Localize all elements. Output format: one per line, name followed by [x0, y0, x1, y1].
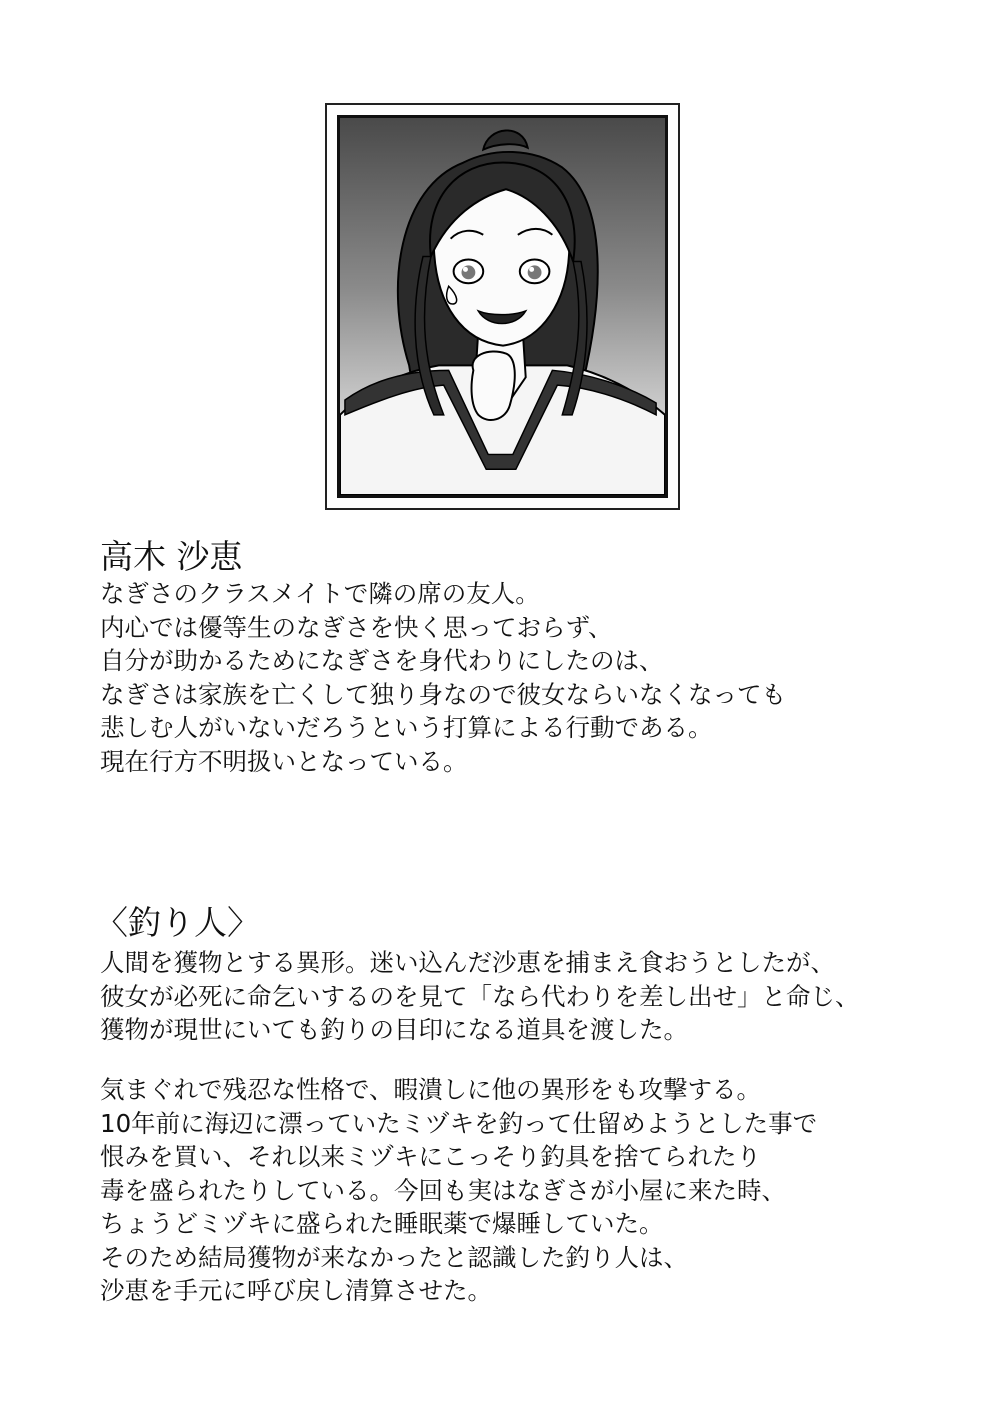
- paragraph-line: ちょうどミヅキに盛られた睡眠薬で爆睡していた。: [100, 1209, 664, 1238]
- description-line: 内心では優等生のなぎさを快く思っておらず、: [100, 612, 613, 642]
- paragraph-line: 恨みを買い、それ以来ミヅキにこっそり釣具を捨てられたり: [100, 1142, 762, 1171]
- description-line: 悲しむ人がいないだろうという打算による行動である。: [100, 713, 713, 742]
- description-line: なぎさは家族を亡くして独り身なので彼女ならいなくなっても: [100, 679, 786, 709]
- section-title-fisherman: 〈釣り人〉: [95, 903, 260, 942]
- character-portrait-frame: [325, 103, 680, 510]
- character-portrait: [337, 115, 668, 498]
- paragraph-line: そのため結局獲物が来なかったと認識した釣り人は、: [100, 1242, 688, 1272]
- paragraph-line: 彼女が必死に命乞いするのを見て「なら代わりを差し出せ」と命じ、: [100, 981, 860, 1011]
- paragraph-line: 毒を盛られたりしている。今回も実はなぎさが小屋に来た時、: [100, 1175, 786, 1205]
- description-line: 現在行方不明扱いとなっている。: [100, 746, 468, 776]
- description-line: 自分が助かるためになぎさを身代わりにしたのは、: [100, 646, 664, 675]
- paragraph-line: 獲物が現世にいても釣りの目印になる道具を渡した。: [100, 1015, 688, 1044]
- fisherman-paragraph-2: [100, 1073, 817, 1308]
- girl-illustration: [340, 118, 665, 495]
- fisherman-paragraph-1: [100, 946, 860, 1047]
- description-line: なぎさのクラスメイトで隣の席の友人。: [100, 579, 540, 608]
- character-description: [100, 577, 786, 778]
- paragraph-line: 気まぐれで残忍な性格で、暇潰しに他の異形をも攻撃する。: [100, 1075, 762, 1104]
- paragraph-line: 沙恵を手元に呼び戻し清算させた。: [100, 1276, 492, 1305]
- paragraph-line: 10年前に海辺に漂っていたミヅキを釣って仕留めようとした事で: [100, 1108, 818, 1138]
- character-name: 高木 沙恵: [100, 537, 243, 576]
- paragraph-line: 人間を獲物とする異形。迷い込んだ沙恵を捕まえ食おうとしたが、: [100, 948, 835, 977]
